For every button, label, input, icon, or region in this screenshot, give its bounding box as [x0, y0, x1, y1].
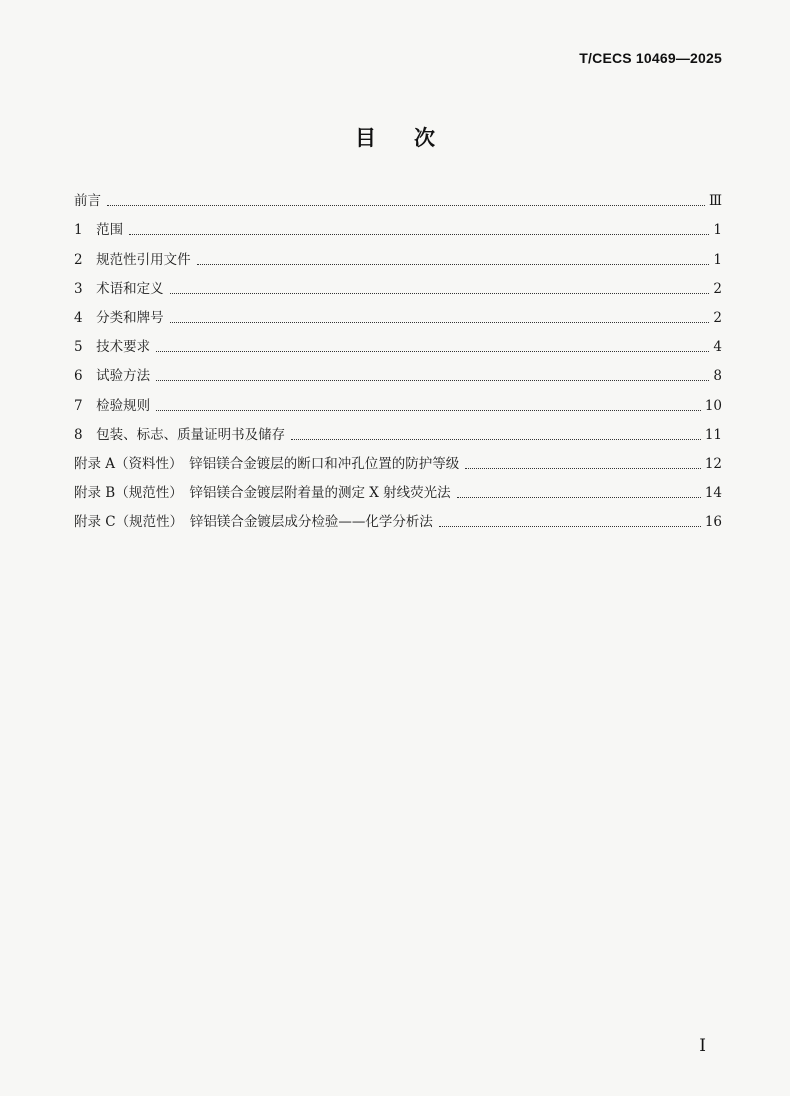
toc-entry-page: 2	[713, 280, 722, 297]
toc-entry-label: 附录 C（规范性） 锌铝镁合金镀层成分检验——化学分析法	[74, 514, 433, 531]
toc-entry-page: 2	[713, 309, 722, 326]
page-number-footer: I	[699, 1036, 706, 1056]
toc-leader-dots	[291, 439, 701, 440]
toc-leader-dots	[156, 380, 709, 381]
toc-entry-page: Ⅲ	[708, 193, 722, 210]
toc-entry-technical-requirements	[74, 333, 722, 362]
toc-entry-annex-a	[74, 450, 722, 479]
toc-entry-page: 12	[704, 455, 722, 472]
toc-leader-dots	[129, 234, 709, 235]
toc-entry-page: 1	[713, 222, 722, 239]
toc-entry-label: 前言	[74, 193, 101, 210]
toc-entry-label: 7 检验规则	[74, 397, 151, 414]
toc-leader-dots	[107, 205, 705, 206]
toc-entry-page: 4	[713, 339, 722, 356]
toc-entry-foreword	[74, 187, 722, 216]
toc-leader-dots	[170, 293, 710, 294]
toc-entry-label: 5 技术要求	[74, 339, 151, 356]
toc-entry-label: 附录 B（规范性） 锌铝镁合金镀层附着量的测定 X 射线荧光法	[74, 485, 451, 502]
toc-leader-dots	[439, 526, 701, 527]
toc-entry-label: 6 试验方法	[74, 368, 151, 385]
toc-entry-label: 8 包装、标志、质量证明书及储存	[74, 426, 286, 443]
toc-leader-dots	[197, 264, 710, 265]
toc-entry-annex-b	[74, 479, 722, 508]
toc-leader-dots	[156, 351, 709, 352]
toc-entry-label: 4 分类和牌号	[74, 309, 164, 326]
toc-entry-label: 附录 A（资料性） 锌铝镁合金镀层的断口和冲孔位置的防护等级	[74, 455, 460, 472]
toc-list	[74, 187, 722, 537]
toc-entry-page: 8	[713, 368, 722, 385]
toc-entry-terms-definitions	[74, 275, 722, 304]
toc-entry-page: 16	[704, 514, 722, 531]
toc-entry-page: 1	[713, 251, 722, 268]
toc-entry-scope	[74, 216, 722, 245]
toc-entry-page: 14	[704, 485, 722, 502]
toc-entry-label: 1 范围	[74, 222, 124, 239]
page-header-standard-number: T/CECS 10469—2025	[579, 50, 722, 66]
toc-entry-inspection-rules	[74, 391, 722, 420]
toc-entry-classification-grades	[74, 304, 722, 333]
toc-entry-label: 2 规范性引用文件	[74, 251, 191, 268]
toc-entry-annex-c	[74, 508, 722, 537]
toc-entry-page: 11	[704, 426, 722, 443]
toc-leader-dots	[457, 497, 701, 498]
toc-entry-page: 10	[704, 397, 722, 414]
toc-entry-label: 3 术语和定义	[74, 280, 164, 297]
toc-leader-dots	[170, 322, 710, 323]
toc-leader-dots	[156, 410, 701, 411]
toc-entry-test-methods	[74, 362, 722, 391]
toc-title: 目次	[355, 126, 473, 150]
toc-entry-packaging-marking	[74, 421, 722, 450]
toc-leader-dots	[465, 468, 701, 469]
toc-entry-normative-references	[74, 245, 722, 274]
